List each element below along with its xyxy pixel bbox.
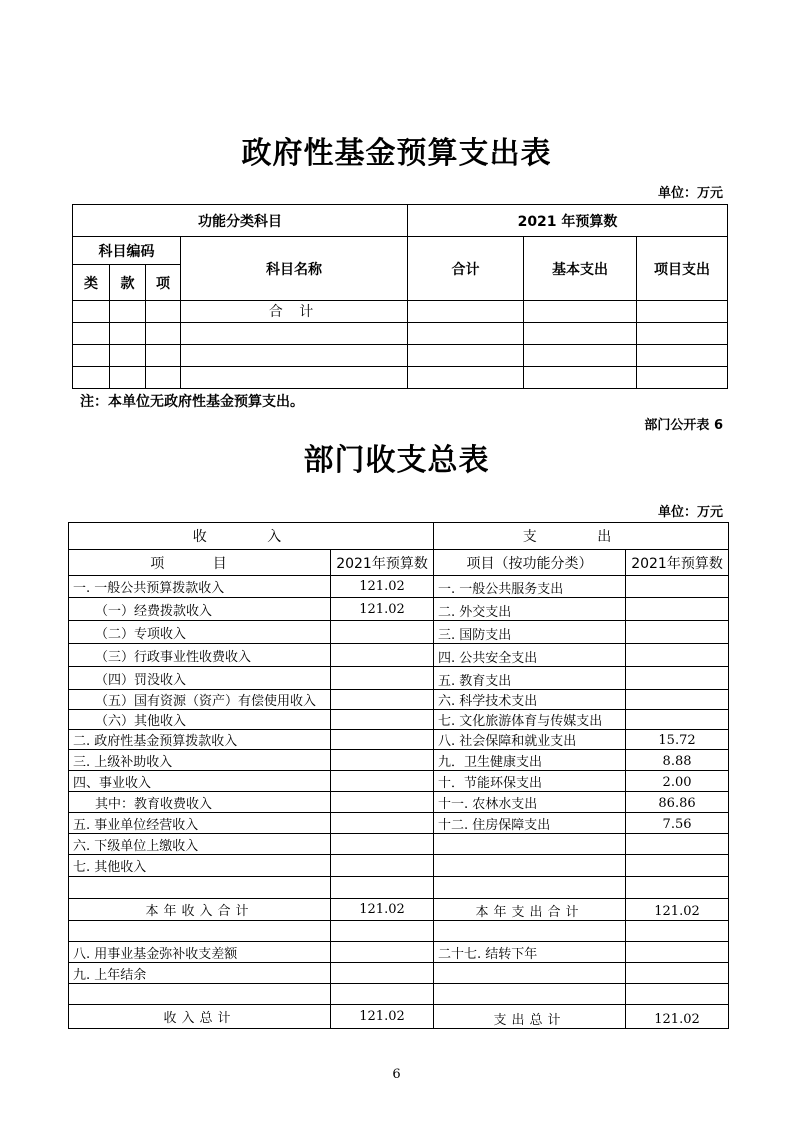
table1-unit: 单位：万元	[657, 186, 723, 201]
income-value	[331, 621, 434, 644]
income-value	[331, 644, 434, 667]
header-cat: 类	[73, 265, 110, 301]
header-expense: 支 出	[434, 523, 729, 550]
expense-item: 八. 社会保障和就业支出	[434, 730, 626, 750]
header-basic: 基本支出	[524, 237, 637, 301]
income-value	[331, 963, 434, 984]
table-row	[69, 621, 729, 644]
income-item: 收入总计	[69, 1005, 331, 1029]
income-item: 二. 政府性基金预算拨款收入	[69, 730, 331, 750]
expense-value	[626, 963, 729, 984]
header-budget-year: 2021 年预算数	[408, 205, 728, 237]
expense-value: 121.02	[626, 899, 729, 921]
expense-value: 8.88	[626, 750, 729, 771]
government-fund-table	[72, 204, 728, 389]
income-item: 六. 下级单位上缴收入	[69, 834, 331, 855]
income-item: 本年收入合计	[69, 899, 331, 921]
income-value	[331, 771, 434, 792]
expense-value	[626, 942, 729, 963]
income-value	[331, 667, 434, 690]
income-value	[331, 877, 434, 899]
expense-item	[434, 984, 626, 1005]
header-budget-right: 2021年预算数	[626, 550, 729, 576]
table-row	[69, 1005, 729, 1029]
expense-value	[626, 834, 729, 855]
expense-value: 15.72	[626, 730, 729, 750]
header-func-class: 功能分类科目	[73, 205, 408, 237]
income-item: （四）罚没收入	[69, 667, 331, 690]
expense-item: 十一. 农林水支出	[434, 792, 626, 813]
header-kuan: 款	[110, 265, 146, 301]
table-row	[69, 855, 729, 877]
expense-value	[626, 621, 729, 644]
table-row	[69, 644, 729, 667]
income-value	[331, 984, 434, 1005]
income-value	[331, 792, 434, 813]
expense-value: 86.86	[626, 792, 729, 813]
expense-value	[626, 576, 729, 598]
table2-title: 部门收支总表	[303, 443, 490, 478]
income-item: （六）其他收入	[69, 710, 331, 730]
header-project: 项目支出	[637, 237, 728, 301]
table2-code: 部门公开表 6	[644, 418, 723, 433]
header-budget-left: 2021年预算数	[331, 550, 434, 576]
expense-value	[626, 921, 729, 942]
income-value	[331, 834, 434, 855]
income-value	[331, 710, 434, 730]
table-row	[69, 792, 729, 813]
table-row	[69, 984, 729, 1005]
expense-value: 2.00	[626, 771, 729, 792]
header-subject-code: 科目编码	[73, 237, 181, 265]
table-row	[69, 576, 729, 598]
income-item: 八. 用事业基金弥补收支差额	[69, 942, 331, 963]
income-item: 三. 上级补助收入	[69, 750, 331, 771]
header-item: 项 目	[69, 550, 331, 576]
header-income: 收 入	[69, 523, 434, 550]
expense-value	[626, 855, 729, 877]
table-row	[69, 813, 729, 834]
expense-item: 四. 公共安全支出	[434, 644, 626, 667]
table1-title: 政府性基金预算支出表	[241, 136, 552, 171]
expense-item	[434, 921, 626, 942]
income-value	[331, 750, 434, 771]
expense-item: 六. 科学技术支出	[434, 690, 626, 710]
expense-item: 十二. 住房保障支出	[434, 813, 626, 834]
expense-value	[626, 984, 729, 1005]
table-row	[69, 921, 729, 942]
income-value: 121.02	[331, 1005, 434, 1029]
expense-item	[434, 834, 626, 855]
page-number: 6	[392, 1067, 401, 1082]
table2-body	[69, 576, 729, 1029]
income-item	[69, 984, 331, 1005]
income-item: 五. 事业单位经营收入	[69, 813, 331, 834]
expense-value	[626, 690, 729, 710]
table-row	[69, 667, 729, 690]
header-xiang: 项	[146, 265, 181, 301]
expense-item: 七. 文化旅游体育与传媒支出	[434, 710, 626, 730]
expense-item: 二十七. 结转下年	[434, 942, 626, 963]
table2-unit: 单位：万元	[657, 505, 723, 520]
expense-value	[626, 710, 729, 730]
header-total: 合计	[408, 237, 524, 301]
income-value: 121.02	[331, 598, 434, 621]
table-row	[69, 942, 729, 963]
expense-item: 九．卫生健康支出	[434, 750, 626, 771]
income-item: 七. 其他收入	[69, 855, 331, 877]
income-item: 九. 上年结余	[69, 963, 331, 984]
income-item: 其中：教育收费收入	[69, 792, 331, 813]
expense-value: 121.02	[626, 1005, 729, 1029]
income-value	[331, 730, 434, 750]
table-row	[69, 877, 729, 899]
expense-item: 一. 一般公共服务支出	[434, 576, 626, 598]
table-row	[69, 899, 729, 921]
header-subject-name: 科目名称	[181, 237, 408, 301]
total-row-label: 合 计	[181, 301, 408, 323]
expense-item: 二. 外交支出	[434, 598, 626, 621]
income-item: （一）经费拨款收入	[69, 598, 331, 621]
income-item: 四、事业收入	[69, 771, 331, 792]
income-item: 一. 一般公共预算拨款收入	[69, 576, 331, 598]
expense-value	[626, 598, 729, 621]
expense-item: 支出总计	[434, 1005, 626, 1029]
table-row	[69, 750, 729, 771]
expense-value	[626, 877, 729, 899]
income-value	[331, 942, 434, 963]
income-value	[331, 921, 434, 942]
income-item: （五）国有资源（资产）有偿使用收入	[69, 690, 331, 710]
income-item	[69, 877, 331, 899]
income-value	[331, 813, 434, 834]
table-row	[69, 834, 729, 855]
income-item: （二）专项收入	[69, 621, 331, 644]
table-row	[69, 690, 729, 710]
expense-item: 本年支出合计	[434, 899, 626, 921]
expense-item: 三. 国防支出	[434, 621, 626, 644]
expense-item	[434, 963, 626, 984]
expense-item	[434, 855, 626, 877]
income-value	[331, 855, 434, 877]
expense-item: 十．节能环保支出	[434, 771, 626, 792]
expense-value	[626, 644, 729, 667]
expense-item: 五. 教育支出	[434, 667, 626, 690]
table-row	[69, 598, 729, 621]
header-item-func: 项目（按功能分类）	[434, 550, 626, 576]
expense-value	[626, 667, 729, 690]
income-value: 121.02	[331, 899, 434, 921]
income-item: （三）行政事业性收费收入	[69, 644, 331, 667]
income-item	[69, 921, 331, 942]
table-row	[69, 963, 729, 984]
expense-item	[434, 877, 626, 899]
expense-value: 7.56	[626, 813, 729, 834]
table-row	[69, 710, 729, 730]
table1-note: 注：本单位无政府性基金预算支出。	[80, 394, 304, 410]
table-row	[69, 771, 729, 792]
income-value: 121.02	[331, 576, 434, 598]
income-value	[331, 690, 434, 710]
income-expense-table	[68, 522, 729, 1029]
table-row	[69, 730, 729, 750]
